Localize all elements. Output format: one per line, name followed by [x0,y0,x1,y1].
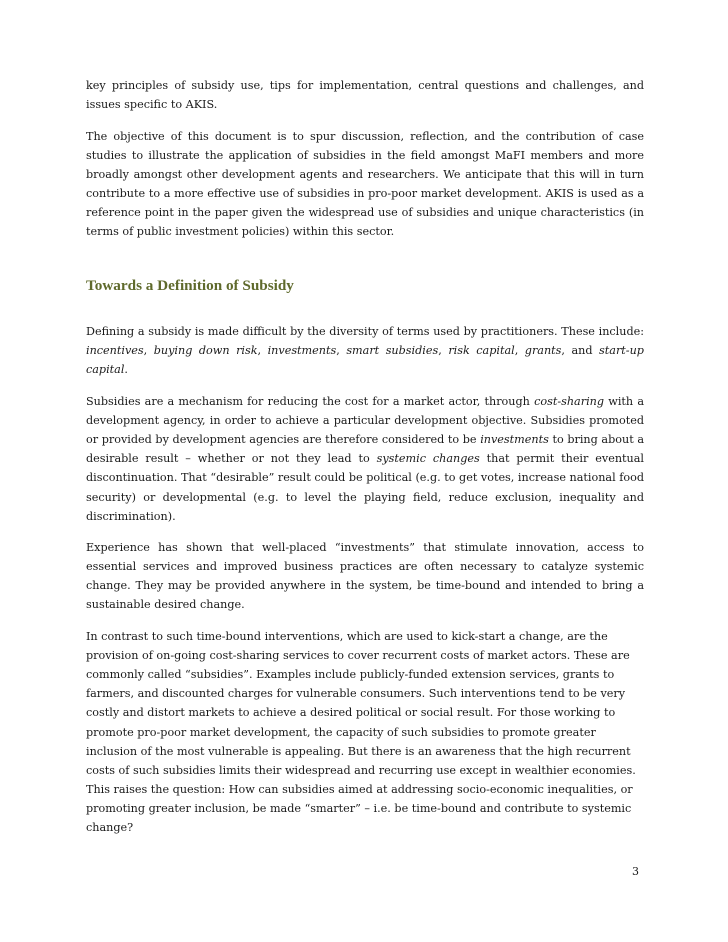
paragraph-intro-continued: key principles of subsidy use, tips for implementation, central questions and challenges, and issues specific to AKIS. [86,79,644,112]
term-start-up-capital: start-up capital [86,344,644,377]
text-span: , [143,344,154,358]
term-smart-subsidies: smart subsidies [346,344,439,358]
text-span: Defining a subsidy is made difficult by the diversity of terms used by practitioners. These include: [86,325,644,339]
text-span: Subsidies are a mechanism for reducing the cost for a market actor, through [86,395,535,409]
text-span: that permit their eventual discontinuation. That “desirable” result could be political (e.g. to get votes, increase national food security) or developmental (e.g. to level the playing field, reduce exclusion, inequality and discrimination). [86,452,644,523]
term-systemic-changes: systemic changes [376,452,480,466]
term-buying-down-risk: buying down risk [153,344,258,358]
text-span: , [514,344,525,358]
term-investments: investments [267,344,337,358]
document-page [86,76,644,850]
text-span: , [257,344,268,358]
paragraph-subsidy-mechanism [86,392,644,526]
text-span: , [438,344,449,358]
term-risk-capital: risk capital [448,344,515,358]
text-span: with a development agency, in order to achieve a particular development objective. Subsidies promoted or provided by development agencies are therefore considered to be [86,395,644,447]
paragraph-time-bound-contrast: In contrast to such time-bound interventions, which are used to kick-start a change, are the provision of on-going cost-sharing services to cover recurrent costs of market actors. These are commonly called “subsidies”. Examples include publicly-funded extension services, grants to farmers, and discounted charges for vulnerable consumers. Such interventions tend to be very costly and distort markets to achieve a desired political or social result. For those working to promote pro-poor market development, the capacity of such subsidies to promote greater inclusion of the most vulnerable is appealing. But there is an awareness that the high recurrent costs of such subsidies limits their widespread and recurring use except in wealthier economies. This raises the question: How can subsidies aimed at addressing socio-economic inequalities, or promoting greater inclusion, be made “smarter” – i.e. be time-bound and contribute to systemic change? [86,630,636,834]
term-cost-sharing: cost-sharing [534,395,605,409]
text-span: , [336,344,347,358]
text-span: . [124,363,128,377]
text-span: , and [561,344,600,358]
page-number: 3 [632,865,639,878]
paragraph-experience: Experience has shown that well-placed “investments” that stimulate innovation, access to essential services and improved business practices are often necessary to catalyze systemic change. They may be provided anywhere in the system, be time-bound and intended to bring a sustainable desired change. [86,541,644,612]
term-investments-emphasis: investments [480,433,549,447]
paragraph-objective: The objective of this document is to spur discussion, reflection, and the contribution of case studies to illustrate the application of subsidies in the field amongst MaFI members and more broadly amongst other development agents and researchers. We anticipate that this will in turn contribute to a more effective use of subsidies in pro-poor market development. AKIS is used as a reference point in the paper given the widespread use of subsidies and unique characteristics (in terms of public investment policies) within this sector. [86,129,644,239]
term-incentives: incentives [86,344,144,358]
section-heading: Towards a Definition of Subsidy [86,277,294,295]
text-span: to bring about a desirable result – whether or not they lead to [86,433,644,466]
term-grants: grants [524,344,562,358]
paragraph-defining-subsidy [86,322,644,379]
